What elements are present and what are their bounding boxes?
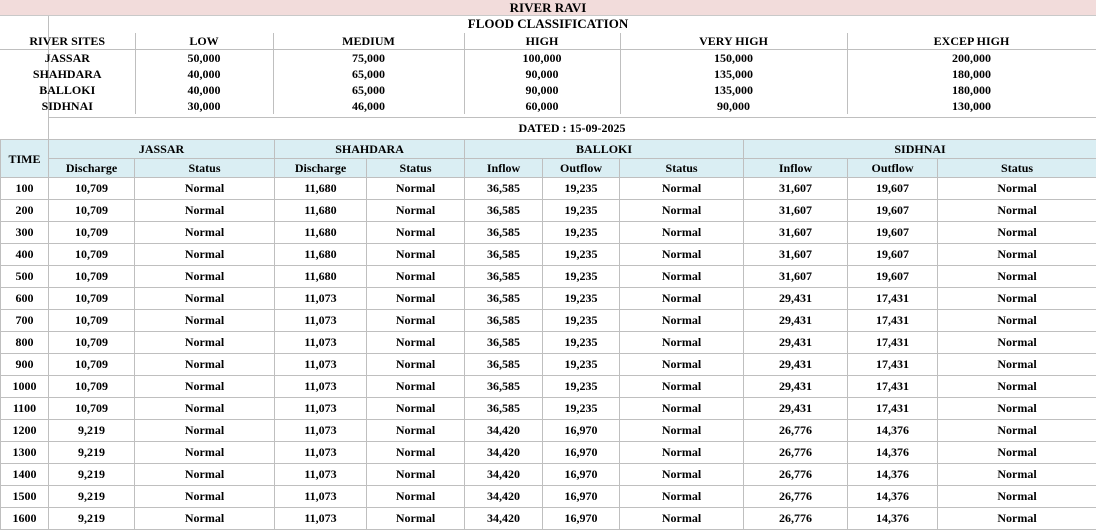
classification-header-cell: LOW	[135, 33, 273, 50]
table-cell: 31,607	[744, 244, 848, 266]
classification-cell: 65,000	[273, 82, 464, 98]
table-cell: 19,607	[848, 266, 938, 288]
table-cell: 9,219	[49, 486, 135, 508]
classification-cell: 200,000	[847, 50, 1096, 67]
table-cell: 10,709	[49, 178, 135, 200]
table-cell: 19,235	[543, 200, 620, 222]
table-row	[1, 420, 1096, 442]
table-cell: 19,235	[543, 266, 620, 288]
table-cell: Normal	[938, 244, 1096, 266]
table-cell: Normal	[938, 200, 1096, 222]
table-cell: Normal	[620, 354, 744, 376]
table-cell: 10,709	[49, 200, 135, 222]
table-row	[1, 222, 1096, 244]
classification-cell: 135,000	[620, 66, 847, 82]
classification-cell: 135,000	[620, 82, 847, 98]
table-cell: 31,607	[744, 200, 848, 222]
classification-cell: 150,000	[620, 50, 847, 67]
table-cell: Normal	[938, 508, 1096, 530]
table-cell: 26,776	[744, 508, 848, 530]
table-cell: Normal	[135, 178, 275, 200]
table-cell: 26,776	[744, 464, 848, 486]
table-cell: 11,680	[275, 266, 367, 288]
table-cell: Normal	[620, 288, 744, 310]
table-cell: 19,235	[543, 288, 620, 310]
classification-cell: 50,000	[135, 50, 273, 67]
table-cell: Normal	[367, 244, 465, 266]
report-date: DATED : 15-09-2025	[48, 117, 1096, 140]
table-cell: 17,431	[848, 376, 938, 398]
table-cell: 16,970	[543, 486, 620, 508]
table-cell: 29,431	[744, 376, 848, 398]
table-cell: 19,235	[543, 376, 620, 398]
table-cell: 10,709	[49, 244, 135, 266]
table-cell: 11,073	[275, 288, 367, 310]
table-cell: Normal	[938, 398, 1096, 420]
time-cell: 500	[1, 266, 49, 288]
table-cell: Normal	[135, 332, 275, 354]
table-cell: 11,073	[275, 376, 367, 398]
table-cell: 10,709	[49, 288, 135, 310]
table-cell: 16,970	[543, 420, 620, 442]
column-header: Discharge	[49, 159, 135, 178]
table-cell: 10,709	[49, 354, 135, 376]
table-row	[1, 310, 1096, 332]
table-cell: 34,420	[465, 464, 543, 486]
table-cell: 26,776	[744, 442, 848, 464]
page-title: RIVER RAVI	[0, 0, 1096, 16]
flood-classification-table	[0, 33, 1096, 114]
table-cell: 11,680	[275, 222, 367, 244]
table-cell: Normal	[367, 310, 465, 332]
table-cell: Normal	[620, 178, 744, 200]
time-cell: 800	[1, 332, 49, 354]
time-cell: 400	[1, 244, 49, 266]
classification-cell: SHAHDARA	[0, 66, 135, 82]
table-cell: 19,235	[543, 178, 620, 200]
table-row	[1, 200, 1096, 222]
table-cell: 11,073	[275, 508, 367, 530]
classification-cell: 130,000	[847, 98, 1096, 114]
table-row	[1, 486, 1096, 508]
time-cell: 1600	[1, 508, 49, 530]
time-cell: 100	[1, 178, 49, 200]
table-cell: 36,585	[465, 398, 543, 420]
table-cell: Normal	[367, 464, 465, 486]
table-cell: Normal	[135, 200, 275, 222]
classification-row	[0, 98, 1096, 114]
table-cell: Normal	[938, 332, 1096, 354]
table-cell: Normal	[938, 486, 1096, 508]
column-header: Inflow	[465, 159, 543, 178]
table-cell: 10,709	[49, 398, 135, 420]
table-cell: 9,219	[49, 464, 135, 486]
time-cell: 1000	[1, 376, 49, 398]
classification-cell: SIDHNAI	[0, 98, 135, 114]
table-cell: 9,219	[49, 442, 135, 464]
classification-header-cell: MEDIUM	[273, 33, 464, 50]
table-cell: 14,376	[848, 508, 938, 530]
table-row	[1, 332, 1096, 354]
table-cell: 17,431	[848, 398, 938, 420]
table-cell: 26,776	[744, 420, 848, 442]
table-cell: 36,585	[465, 266, 543, 288]
column-header: Status	[135, 159, 275, 178]
table-cell: 34,420	[465, 486, 543, 508]
table-cell: 16,970	[543, 508, 620, 530]
table-cell: 11,073	[275, 420, 367, 442]
table-cell: 19,235	[543, 332, 620, 354]
classification-header-cell: HIGH	[464, 33, 620, 50]
table-cell: Normal	[620, 464, 744, 486]
table-cell: 11,073	[275, 354, 367, 376]
column-header: Status	[938, 159, 1096, 178]
table-row	[1, 244, 1096, 266]
table-cell: 31,607	[744, 222, 848, 244]
table-cell: 19,607	[848, 222, 938, 244]
table-cell: 11,680	[275, 200, 367, 222]
river-readings-table	[0, 139, 1096, 530]
table-cell: Normal	[135, 442, 275, 464]
table-cell: Normal	[135, 464, 275, 486]
table-cell: 31,607	[744, 266, 848, 288]
column-header: Status	[367, 159, 465, 178]
table-cell: 14,376	[848, 420, 938, 442]
table-cell: Normal	[135, 310, 275, 332]
table-cell: 19,235	[543, 222, 620, 244]
table-cell: 31,607	[744, 178, 848, 200]
table-cell: Normal	[938, 178, 1096, 200]
table-cell: Normal	[367, 178, 465, 200]
table-cell: Normal	[938, 420, 1096, 442]
table-row	[1, 442, 1096, 464]
column-header: Inflow	[744, 159, 848, 178]
classification-cell: 65,000	[273, 66, 464, 82]
group-header-balloki: BALLOKI	[465, 140, 744, 159]
table-cell: 14,376	[848, 486, 938, 508]
flood-classification-heading: FLOOD CLASSIFICATION	[467, 16, 629, 31]
table-cell: Normal	[938, 222, 1096, 244]
table-cell: 36,585	[465, 200, 543, 222]
table-cell: Normal	[938, 288, 1096, 310]
time-cell: 600	[1, 288, 49, 310]
classification-row	[0, 50, 1096, 67]
table-cell: 11,073	[275, 486, 367, 508]
time-cell: 1100	[1, 398, 49, 420]
table-cell: 11,073	[275, 464, 367, 486]
table-cell: Normal	[620, 486, 744, 508]
table-cell: 17,431	[848, 354, 938, 376]
table-cell: Normal	[938, 310, 1096, 332]
table-cell: 14,376	[848, 442, 938, 464]
classification-cell: 40,000	[135, 82, 273, 98]
table-cell: Normal	[620, 442, 744, 464]
group-header-sidhnai: SIDHNAI	[744, 140, 1096, 159]
table-cell: 11,073	[275, 332, 367, 354]
table-cell: 34,420	[465, 442, 543, 464]
table-cell: 34,420	[465, 420, 543, 442]
table-cell: Normal	[367, 222, 465, 244]
table-cell: 19,235	[543, 354, 620, 376]
table-cell: Normal	[367, 398, 465, 420]
table-cell: Normal	[620, 310, 744, 332]
classification-cell: 75,000	[273, 50, 464, 67]
time-cell: 700	[1, 310, 49, 332]
classification-header-cell: RIVER SITES	[0, 33, 135, 50]
time-cell: 1500	[1, 486, 49, 508]
table-cell: Normal	[367, 332, 465, 354]
table-cell: 36,585	[465, 310, 543, 332]
table-cell: Normal	[367, 442, 465, 464]
table-cell: Normal	[367, 266, 465, 288]
classification-cell: 90,000	[464, 82, 620, 98]
table-cell: Normal	[135, 508, 275, 530]
table-cell: Normal	[620, 200, 744, 222]
table-cell: Normal	[938, 464, 1096, 486]
classification-cell: 46,000	[273, 98, 464, 114]
table-cell: 36,585	[465, 222, 543, 244]
table-cell: Normal	[135, 354, 275, 376]
table-cell: 10,709	[49, 310, 135, 332]
table-cell: 29,431	[744, 398, 848, 420]
table-cell: 26,776	[744, 486, 848, 508]
table-cell: 10,709	[49, 376, 135, 398]
table-cell: Normal	[620, 376, 744, 398]
group-header-jassar: JASSAR	[49, 140, 275, 159]
table-row	[1, 288, 1096, 310]
table-row	[1, 464, 1096, 486]
table-cell: Normal	[135, 244, 275, 266]
table-cell: Normal	[367, 420, 465, 442]
table-row	[1, 376, 1096, 398]
classification-row	[0, 66, 1096, 82]
table-cell: 11,680	[275, 244, 367, 266]
classification-cell: JASSAR	[0, 50, 135, 67]
time-cell: 300	[1, 222, 49, 244]
table-row	[1, 266, 1096, 288]
table-cell: 16,970	[543, 442, 620, 464]
table-cell: 36,585	[465, 376, 543, 398]
group-header-shahdara: SHAHDARA	[275, 140, 465, 159]
table-cell: 19,607	[848, 200, 938, 222]
table-cell: 36,585	[465, 354, 543, 376]
classification-header-cell: VERY HIGH	[620, 33, 847, 50]
classification-cell: 100,000	[464, 50, 620, 67]
table-cell: 36,585	[465, 178, 543, 200]
time-header: TIME	[1, 140, 49, 178]
table-cell: 17,431	[848, 332, 938, 354]
table-cell: 11,073	[275, 398, 367, 420]
table-cell: 9,219	[49, 508, 135, 530]
table-cell: 36,585	[465, 332, 543, 354]
table-cell: Normal	[938, 442, 1096, 464]
table-cell: Normal	[938, 354, 1096, 376]
time-cell: 900	[1, 354, 49, 376]
table-cell: Normal	[620, 332, 744, 354]
table-cell: Normal	[367, 376, 465, 398]
table-cell: 19,607	[848, 244, 938, 266]
classification-cell: BALLOKI	[0, 82, 135, 98]
classification-cell: 90,000	[464, 66, 620, 82]
table-cell: Normal	[135, 266, 275, 288]
table-cell: Normal	[135, 222, 275, 244]
table-cell: Normal	[135, 420, 275, 442]
table-cell: 10,709	[49, 222, 135, 244]
table-cell: Normal	[620, 398, 744, 420]
time-cell: 1400	[1, 464, 49, 486]
classification-cell: 180,000	[847, 66, 1096, 82]
column-header: Outflow	[543, 159, 620, 178]
table-cell: Normal	[620, 222, 744, 244]
table-cell: Normal	[367, 200, 465, 222]
table-cell: 11,073	[275, 442, 367, 464]
table-cell: 29,431	[744, 354, 848, 376]
table-cell: Normal	[620, 266, 744, 288]
table-cell: 29,431	[744, 310, 848, 332]
column-header: Status	[620, 159, 744, 178]
table-cell: Normal	[367, 354, 465, 376]
table-cell: 16,970	[543, 464, 620, 486]
table-cell: Normal	[938, 266, 1096, 288]
table-cell: Normal	[135, 398, 275, 420]
table-cell: Normal	[367, 486, 465, 508]
table-row	[1, 398, 1096, 420]
table-cell: 34,420	[465, 508, 543, 530]
table-cell: 19,235	[543, 398, 620, 420]
time-cell: 1200	[1, 420, 49, 442]
classification-cell: 180,000	[847, 82, 1096, 98]
table-cell: Normal	[620, 508, 744, 530]
table-cell: 11,680	[275, 178, 367, 200]
table-cell: Normal	[367, 508, 465, 530]
table-cell: Normal	[135, 288, 275, 310]
table-cell: 9,219	[49, 420, 135, 442]
time-cell: 200	[1, 200, 49, 222]
table-row	[1, 354, 1096, 376]
column-header: Discharge	[275, 159, 367, 178]
table-cell: 17,431	[848, 310, 938, 332]
column-header: Outflow	[848, 159, 938, 178]
table-cell: Normal	[620, 244, 744, 266]
table-cell: 11,073	[275, 310, 367, 332]
classification-cell: 90,000	[620, 98, 847, 114]
time-cell: 1300	[1, 442, 49, 464]
table-cell: 36,585	[465, 244, 543, 266]
table-cell: 19,235	[543, 244, 620, 266]
table-cell: 17,431	[848, 288, 938, 310]
table-row	[1, 508, 1096, 530]
table-cell: Normal	[620, 420, 744, 442]
table-cell: Normal	[938, 376, 1096, 398]
table-cell: 29,431	[744, 332, 848, 354]
table-cell: 14,376	[848, 464, 938, 486]
table-cell: 10,709	[49, 266, 135, 288]
table-cell: Normal	[367, 288, 465, 310]
table-cell: 36,585	[465, 288, 543, 310]
table-cell: 29,431	[744, 288, 848, 310]
table-cell: Normal	[135, 376, 275, 398]
table-row	[1, 178, 1096, 200]
table-cell: 10,709	[49, 332, 135, 354]
table-cell: 19,607	[848, 178, 938, 200]
classification-cell: 60,000	[464, 98, 620, 114]
table-cell: 19,235	[543, 310, 620, 332]
classification-header-cell: EXCEP HIGH	[847, 33, 1096, 50]
table-cell: Normal	[135, 486, 275, 508]
classification-header-row	[0, 33, 1096, 50]
classification-row	[0, 82, 1096, 98]
classification-cell: 30,000	[135, 98, 273, 114]
classification-cell: 40,000	[135, 66, 273, 82]
